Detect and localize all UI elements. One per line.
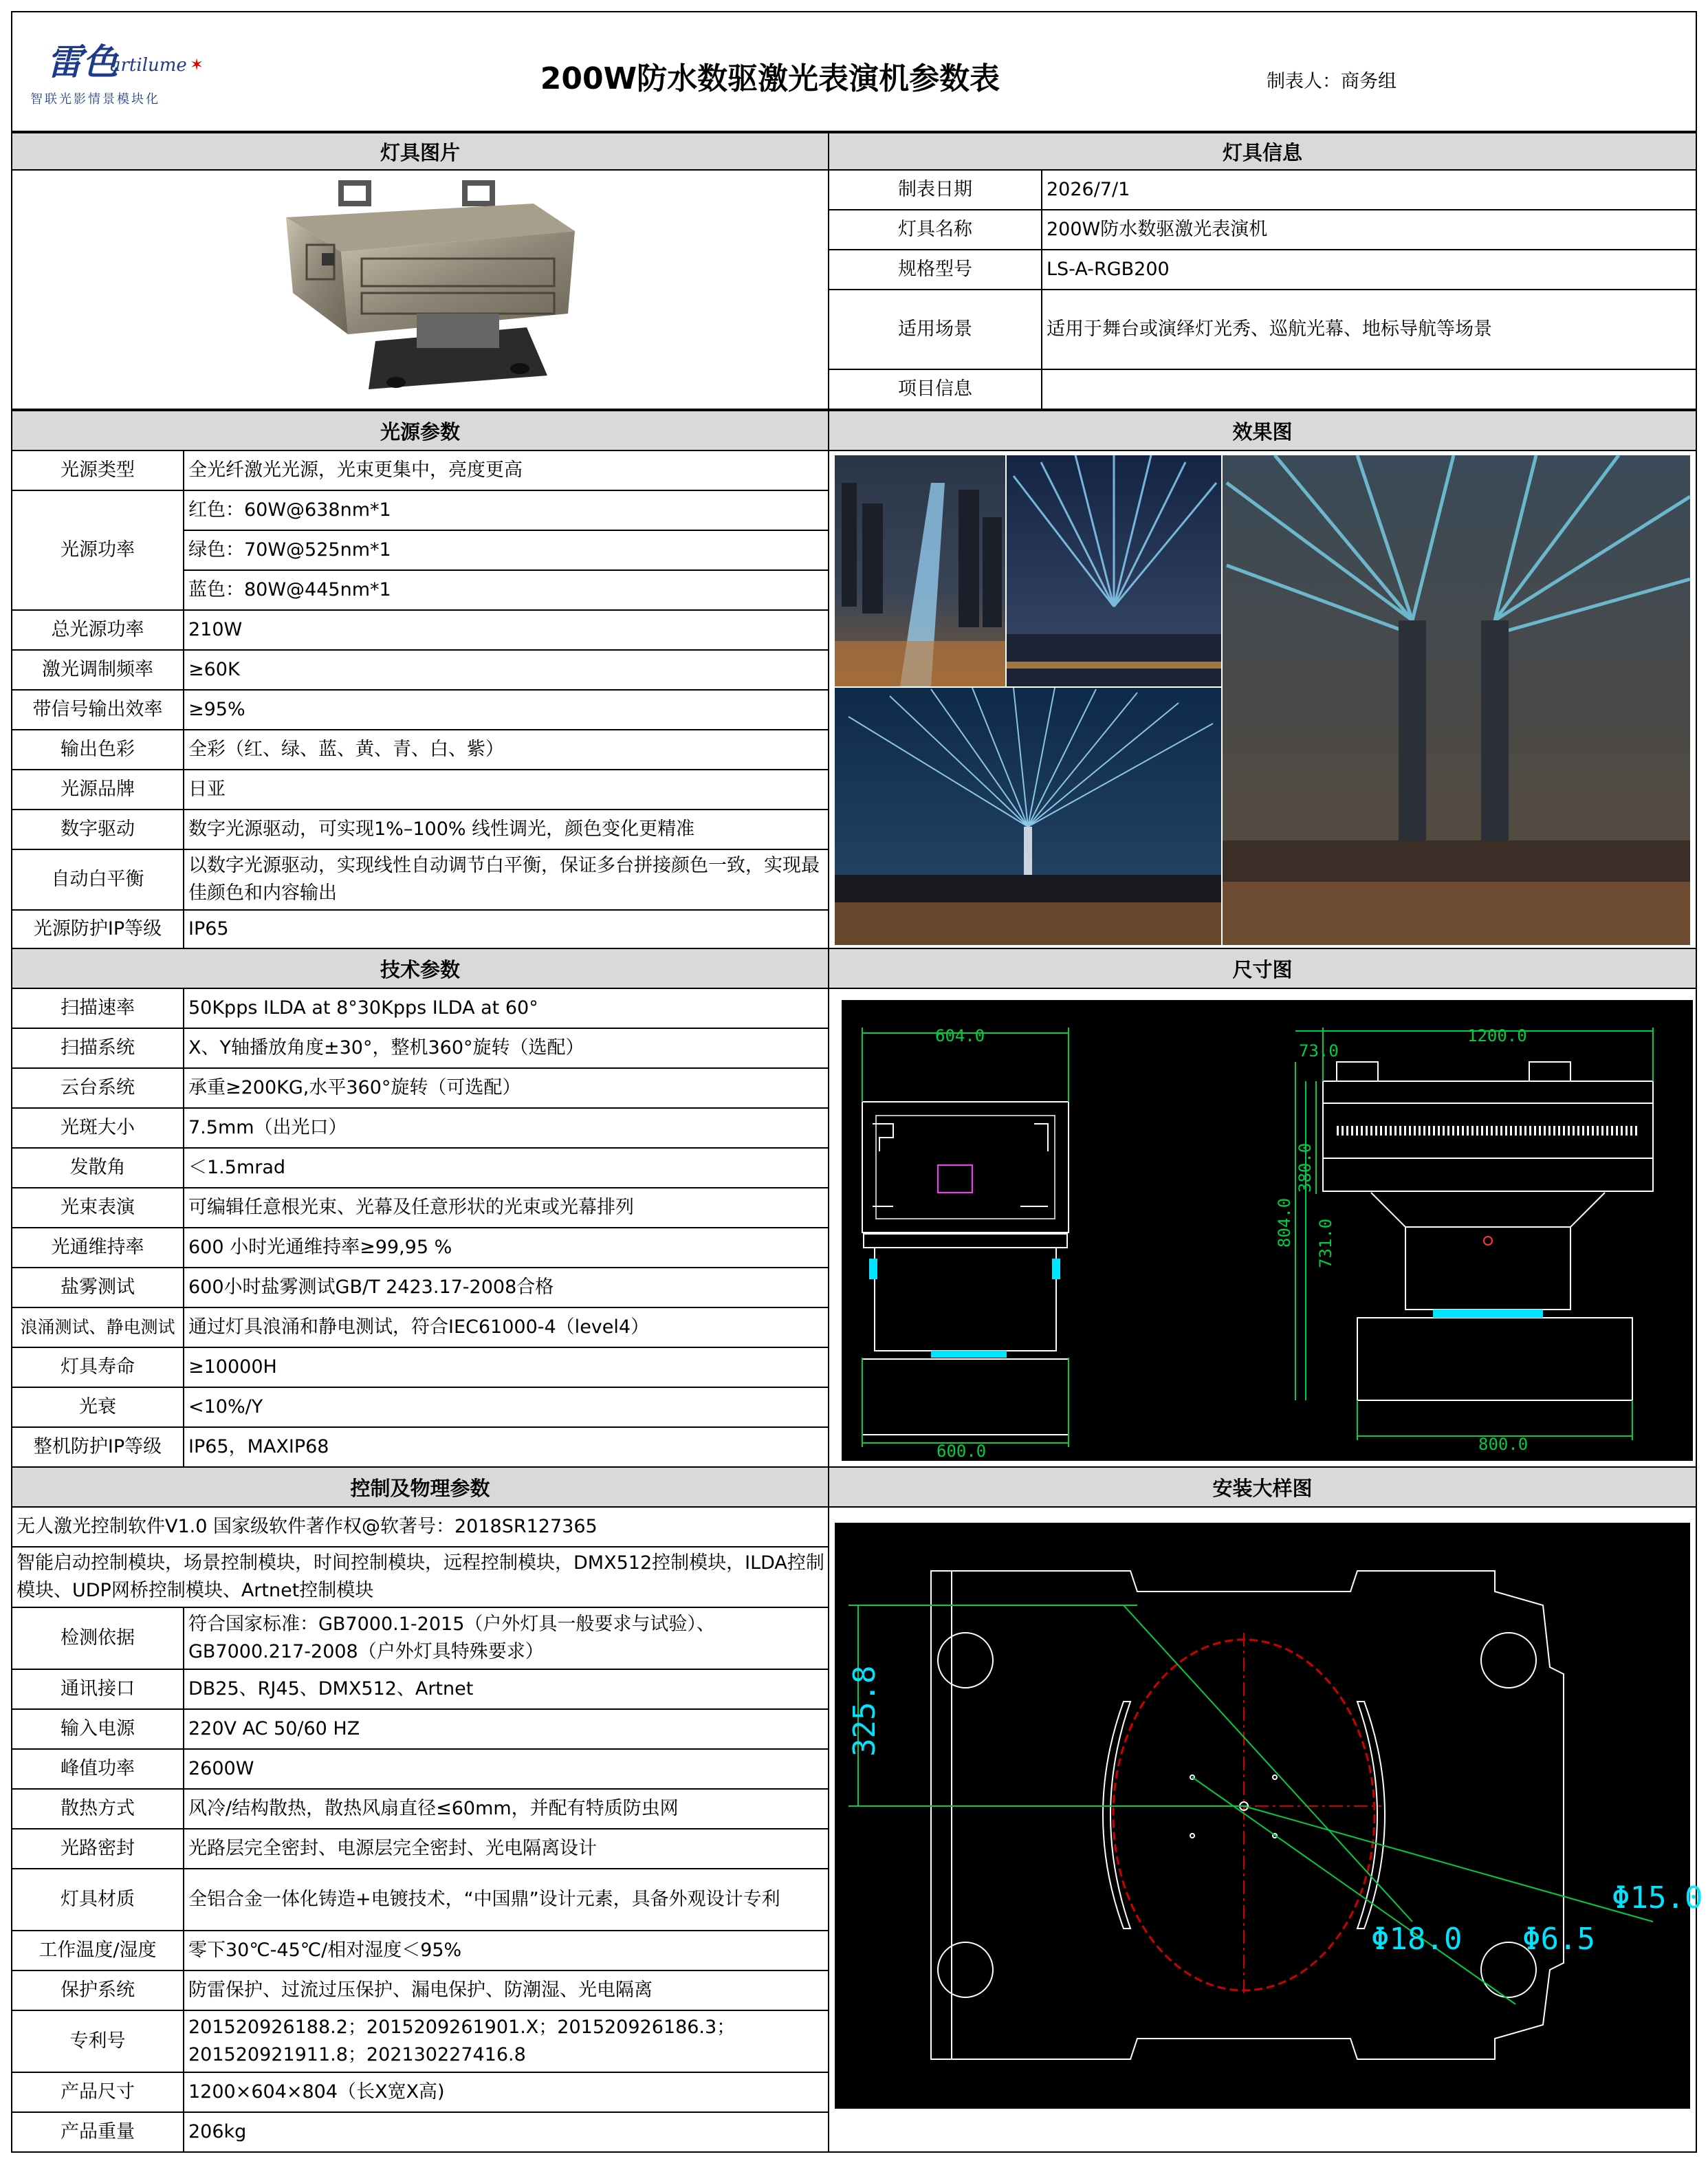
control-label: 保护系统 xyxy=(11,1970,184,2011)
section-control: 控制及物理参数 xyxy=(11,1466,829,1508)
tech-label: 云台系统 xyxy=(11,1067,184,1109)
dim-h380: 380.0 xyxy=(1295,1142,1315,1193)
light-row-label: 数字驱动 xyxy=(11,809,184,850)
tech-value: 600小时盐雾测试GB/T 2423.17-2008合格 xyxy=(183,1267,829,1308)
tech-label: 光斑大小 xyxy=(11,1107,184,1149)
control-value: 全铝合金一体化铸造+电镀技术，“中国鼎”设计元素，具备外观设计专利 xyxy=(183,1868,829,1931)
control-label: 灯具材质 xyxy=(11,1868,184,1931)
tech-label: 光束表演 xyxy=(11,1187,184,1228)
control-value: 206kg xyxy=(183,2111,829,2153)
control-label: 产品尺寸 xyxy=(11,2072,184,2113)
light-power-label: 光源功率 xyxy=(11,490,184,611)
tech-value: ＜1.5mrad xyxy=(183,1147,829,1188)
control-value: 1200×604×804（长X宽X高) xyxy=(183,2072,829,2113)
light-row-value: 日亚 xyxy=(183,769,829,810)
info-label: 项目信息 xyxy=(828,369,1042,410)
install-dim-d18: Φ18.0 xyxy=(1371,1922,1463,1957)
section-install: 安装大样图 xyxy=(828,1466,1697,1508)
dim-front-top: 604.0 xyxy=(935,1026,985,1045)
section-light-source: 光源参数 xyxy=(11,410,829,451)
control-modules: 智能启动控制模块，场景控制模块，时间控制模块，远程控制模块，DMX512控制模块，ILDA控制模块、UDP网桥控制模块、Artnet控制模块 xyxy=(11,1546,829,1608)
logo-star-icon: ✶ xyxy=(190,55,204,74)
light-power-green: 绿色：70W@525nm*1 xyxy=(183,530,829,571)
tech-value: IP65，MAXIP68 xyxy=(183,1426,829,1468)
logo-cn: 雷色 xyxy=(47,41,119,83)
tech-label: 盐雾测试 xyxy=(11,1267,184,1308)
light-row-value: 数字光源驱动，可实现1%–100% 线性调光，颜色变化更精准 xyxy=(183,809,829,850)
light-row-label: 光源品牌 xyxy=(11,769,184,810)
tech-value: 承重≥200KG,水平360°旋转（可选配） xyxy=(183,1067,829,1109)
logo-tagline: 智联光影情景模块化 xyxy=(30,92,160,107)
info-value: LS-A-RGB200 xyxy=(1041,249,1697,290)
light-row-value: 全彩（红、绿、蓝、黄、青、白、紫） xyxy=(183,729,829,770)
info-label: 制表日期 xyxy=(828,169,1042,210)
control-value: 220V AC 50/60 HZ xyxy=(183,1708,829,1750)
light-row-value: ≥95% xyxy=(183,689,829,730)
install-drawing xyxy=(835,1523,1703,2109)
info-value xyxy=(1041,369,1697,410)
light-row-label: 带信号输出效率 xyxy=(11,689,184,730)
tech-value: ≥10000H xyxy=(183,1347,829,1388)
control-value: DB25、RJ45、DMX512、Artnet xyxy=(183,1669,829,1710)
control-value: 防雷保护、过流过压保护、漏电保护、防潮湿、光电隔离 xyxy=(183,1970,829,2011)
light-type-value: 全光纤激光光源，光束更集中，亮度更高 xyxy=(183,450,829,491)
maker-label: 制表人：商务组 xyxy=(1267,71,1397,92)
control-label: 输入电源 xyxy=(11,1708,184,1750)
control-label: 检测依据 xyxy=(11,1607,184,1670)
light-row-value: 210W xyxy=(183,609,829,651)
tech-label: 整机防护IP等级 xyxy=(11,1426,184,1468)
tech-value: 600 小时光通维持率≥99,95 % xyxy=(183,1227,829,1268)
dim-side-top: 1200.0 xyxy=(1467,1026,1527,1045)
section-effect: 效果图 xyxy=(828,410,1697,451)
light-type-label: 光源类型 xyxy=(11,450,184,491)
control-label: 峰值功率 xyxy=(11,1748,184,1790)
fixture-image-cell xyxy=(11,169,829,410)
light-row-value: 以数字光源驱动，实现线性自动调节白平衡，保证多台拼接颜色一致，实现最佳颜色和内容输出 xyxy=(183,849,829,911)
info-value: 200W防水数驱激光表演机 xyxy=(1041,209,1697,250)
section-tech: 技术参数 xyxy=(11,948,829,989)
logo xyxy=(28,28,206,117)
control-value: 风冷/结构散热，散热风扇直径≤60mm，并配有特质防虫网 xyxy=(183,1788,829,1829)
section-fixture-image: 灯具图片 xyxy=(11,132,829,171)
tech-value: 通过灯具浪涌和静电测试，符合IEC61000-4（level4） xyxy=(183,1307,829,1348)
tech-label: 扫描系统 xyxy=(11,1028,184,1069)
light-row-label: 激光调制频率 xyxy=(11,649,184,691)
light-row-value: IP65 xyxy=(183,909,829,949)
tech-value: <10%/Y xyxy=(183,1387,829,1428)
control-label: 光路密封 xyxy=(11,1828,184,1869)
dim-h804: 804.0 xyxy=(1275,1197,1294,1248)
control-value: 光路层完全密封、电源层完全密封、光电隔离设计 xyxy=(183,1828,829,1869)
light-row-label: 自动白平衡 xyxy=(11,849,184,911)
light-row-value: ≥60K xyxy=(183,649,829,691)
logo-en: artilume xyxy=(110,55,187,76)
dim-side-bottom: 800.0 xyxy=(1478,1435,1529,1454)
light-power-red: 红色：60W@638nm*1 xyxy=(183,490,829,531)
control-label: 专利号 xyxy=(11,2010,184,2073)
tech-value: 可编辑任意根光束、光幕及任意形状的光束或光幕排列 xyxy=(183,1187,829,1228)
install-dim-h: 325.8 xyxy=(847,1665,882,1757)
install-dim-d65: Φ6.5 xyxy=(1522,1922,1595,1957)
section-dimension: 尺寸图 xyxy=(828,948,1697,989)
light-row-label: 输出色彩 xyxy=(11,729,184,770)
tech-label: 发散角 xyxy=(11,1147,184,1188)
control-label: 散热方式 xyxy=(11,1788,184,1829)
control-value: 符合国家标准：GB7000.1-2015（户外灯具一般要求与试验）、GB7000.217-2008（户外灯具特殊要求） xyxy=(183,1607,829,1670)
light-row-label: 总光源功率 xyxy=(11,609,184,651)
info-value: 适用于舞台或演绎灯光秀、巡航光幕、地标导航等场景 xyxy=(1041,289,1697,370)
tech-value: X、Y轴播放角度±30°，整机360°旋转（选配） xyxy=(183,1028,829,1069)
light-row-label: 光源防护IP等级 xyxy=(11,909,184,949)
page-title: 200W防水数驱激光表演机参数表 xyxy=(540,61,1000,96)
effect-photos xyxy=(835,455,1690,945)
tech-label: 光衰 xyxy=(11,1387,184,1428)
info-label: 规格型号 xyxy=(828,249,1042,290)
tech-value: 7.5mm（出光口） xyxy=(183,1107,829,1149)
tech-label: 扫描速率 xyxy=(11,988,184,1029)
dim-h731: 731.0 xyxy=(1316,1218,1335,1268)
fixture-photo xyxy=(259,176,582,403)
control-software: 无人激光控制软件V1.0 国家级软件著作权@软著号：2018SR127365 xyxy=(11,1506,829,1548)
control-value: 201520926188.2；2015209261901.X；201520926186.3；201520921911.8；202130227416.8 xyxy=(183,2010,829,2073)
dim-h73: 73.0 xyxy=(1299,1041,1339,1061)
section-fixture-info: 灯具信息 xyxy=(828,132,1697,171)
tech-value: 50Kpps ILDA at 8°30Kpps ILDA at 60° xyxy=(183,988,829,1029)
control-value: 零下30℃-45℃/相对湿度＜95% xyxy=(183,1930,829,1971)
info-label: 适用场景 xyxy=(828,289,1042,370)
tech-label: 灯具寿命 xyxy=(11,1347,184,1388)
install-dim-d15: Φ15.0 xyxy=(1612,1880,1703,1915)
control-label: 产品重量 xyxy=(11,2111,184,2153)
control-label: 通讯接口 xyxy=(11,1669,184,1710)
tech-label: 光通维持率 xyxy=(11,1227,184,1268)
light-power-blue: 蓝色：80W@445nm*1 xyxy=(183,569,829,611)
control-value: 2600W xyxy=(183,1748,829,1790)
dim-front-bottom: 600.0 xyxy=(937,1442,987,1461)
control-label: 工作温度/湿度 xyxy=(11,1930,184,1971)
info-value: 2026/7/1 xyxy=(1041,169,1697,210)
info-label: 灯具名称 xyxy=(828,209,1042,250)
tech-label: 浪涌测试、静电测试 xyxy=(11,1307,184,1348)
dimension-drawing xyxy=(842,1000,1693,1461)
